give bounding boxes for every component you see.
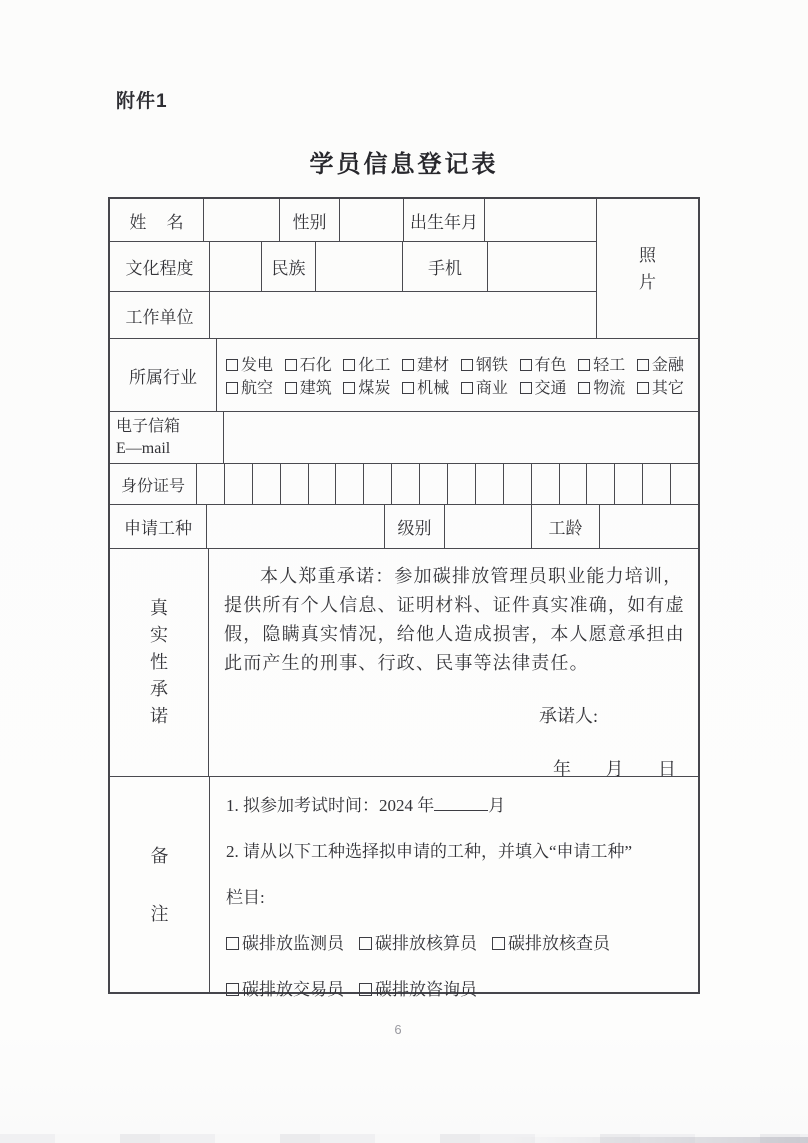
checkbox-icon [461, 359, 473, 371]
industry-option-label: 机械 [417, 380, 450, 397]
industry-option-label: 发电 [241, 357, 274, 374]
id-digit-cell [476, 464, 504, 504]
industry-option [226, 352, 273, 375]
id-digit-cell [253, 464, 281, 504]
job-options-line2 [226, 975, 690, 1000]
ethnicity-label: 民族 [262, 242, 316, 291]
gender-value-cell [340, 199, 404, 241]
checkbox-icon [520, 359, 532, 371]
industry-option-label: 煤炭 [358, 380, 391, 397]
industry-option [520, 352, 567, 375]
industry-option-label: 建筑 [299, 380, 332, 397]
exam-month-blank [434, 797, 488, 811]
id-digit-cell [671, 464, 698, 504]
checkbox-icon [226, 359, 238, 371]
apply-job-label: 申请工种 [110, 505, 207, 548]
checkbox-icon [285, 382, 297, 394]
mobile-label: 手机 [403, 242, 488, 291]
industry-options-line1 [226, 352, 684, 375]
table-row-id-number [110, 464, 698, 505]
notes-item-job-instruction-cont: 栏目: [226, 888, 265, 907]
table-row-work-unit [110, 292, 596, 338]
work-unit-label: 工作单位 [110, 292, 210, 338]
industry-option [226, 375, 273, 398]
id-digit-cell [225, 464, 253, 504]
notes-label: 备注 [150, 845, 169, 924]
commitment-label-cell [110, 549, 209, 776]
checkbox-icon [578, 382, 590, 394]
checkbox-icon [226, 937, 239, 950]
job-option-label: 碳排放咨询员 [375, 980, 477, 999]
industry-option-label: 物流 [593, 380, 626, 397]
level-value-cell [445, 505, 532, 548]
checkbox-icon [461, 382, 473, 394]
exam-month-unit: 月 [488, 796, 506, 815]
job-option-label: 碳排放监测员 [242, 934, 344, 953]
birth-date-value-cell [485, 199, 596, 241]
id-digit-cell [560, 464, 588, 504]
email-label [110, 412, 224, 463]
notes-content [210, 777, 698, 999]
checkbox-icon [520, 382, 532, 394]
industry-option [520, 375, 567, 398]
name-label: 姓 名 [110, 199, 204, 241]
industry-option-label: 化工 [358, 357, 391, 374]
notes-label-cell [110, 777, 210, 992]
checkbox-icon [492, 937, 505, 950]
notes-item-job-instruction: 2. 请从以下工种选择拟申请的工种，并填入“申请工种” [226, 842, 633, 861]
table-row-name-gender-birth [110, 199, 596, 242]
email-label-cn: 电子信箱 [116, 417, 181, 435]
checkbox-icon [359, 983, 372, 996]
industry-option-label: 商业 [475, 380, 508, 397]
checkbox-icon [637, 359, 649, 371]
industry-option [402, 352, 449, 375]
checkbox-icon [578, 359, 590, 371]
industry-option [285, 375, 332, 398]
table-row-apply-job [110, 505, 698, 549]
id-digit-cell [364, 464, 392, 504]
industry-option [578, 352, 625, 375]
industry-option-label: 交通 [534, 380, 567, 397]
exam-time-text: 1. 拟参加考试时间：2024 年 [226, 796, 435, 815]
industry-option [285, 352, 332, 375]
id-digit-cell [448, 464, 476, 504]
id-digit-cell [615, 464, 643, 504]
seniority-value-cell [600, 505, 698, 548]
checkbox-icon [402, 359, 414, 371]
checkbox-icon [343, 382, 355, 394]
checkbox-icon [226, 382, 238, 394]
job-option [359, 929, 477, 954]
birth-date-label: 出生年月 [404, 199, 485, 241]
id-digit-cell [309, 464, 337, 504]
name-value-cell [204, 199, 280, 241]
industry-option [637, 352, 684, 375]
industry-option-label: 建材 [417, 357, 450, 374]
industry-label: 所属行业 [110, 339, 217, 411]
commitment-label: 真实性承诺 [150, 598, 168, 726]
checkbox-icon [402, 382, 414, 394]
industry-option-label: 其它 [651, 380, 684, 397]
industry-option [343, 375, 390, 398]
industry-option-label: 有色 [534, 357, 567, 374]
id-digit-cell [504, 464, 532, 504]
checkbox-icon [343, 359, 355, 371]
job-options-line1 [226, 929, 690, 954]
industry-option [461, 375, 508, 398]
notes-item-exam-time [226, 791, 690, 816]
page-title: 学员信息登记表 [309, 151, 499, 178]
seniority-label: 工龄 [532, 505, 600, 548]
education-value-cell [210, 242, 262, 291]
photo-cell [596, 199, 698, 338]
checkbox-icon [637, 382, 649, 394]
table-row-education-ethnicity-mobile [110, 242, 596, 292]
industry-option [578, 375, 625, 398]
job-option [226, 975, 344, 1000]
ethnicity-value-cell [316, 242, 403, 291]
email-value-cell [224, 412, 698, 463]
industry-option [402, 375, 449, 398]
photo-label: 照片 [639, 245, 656, 292]
id-digit-cell [281, 464, 309, 504]
id-digit-cell [643, 464, 671, 504]
scan-edge-artifact [508, 1137, 808, 1143]
checkbox-icon [226, 983, 239, 996]
checkbox-icon [359, 937, 372, 950]
id-digit-cell [392, 464, 420, 504]
registration-form-table [108, 197, 700, 999]
industry-option-label: 航空 [241, 380, 274, 397]
id-digit-cell [420, 464, 448, 504]
id-number-label: 身份证号 [110, 464, 197, 504]
job-option [492, 929, 610, 954]
industry-option-label: 金融 [651, 357, 684, 374]
id-number-cells [197, 464, 698, 504]
industry-option-label: 轻工 [593, 357, 626, 374]
id-digit-cell [532, 464, 560, 504]
apply-job-value-cell [207, 505, 385, 548]
signer-label: 承诺人: [539, 706, 599, 726]
job-option-label: 碳排放核查员 [508, 934, 610, 953]
id-digit-cell [197, 464, 225, 504]
id-digit-cell [336, 464, 364, 504]
industry-option [461, 352, 508, 375]
industry-options-line2 [226, 375, 684, 398]
job-option-label: 碳排放核算员 [375, 934, 477, 953]
industry-option [343, 352, 390, 375]
page-number: 6 [394, 1022, 402, 1037]
education-label: 文化程度 [110, 242, 210, 291]
checkbox-icon [285, 359, 297, 371]
table-row-email [110, 412, 698, 464]
attachment-label: 附件1 [116, 91, 168, 112]
date-label: 年 月 日 [553, 759, 676, 779]
job-option [359, 975, 477, 1000]
commitment-text: 本人郑重承诺：参加碳排放管理员职业能力培训，提供所有个人信息、证明材料、证件真实准确，如有虚假，隐瞒真实情况，给他人造成损害，本人愿意承担由此而产生的刑事、行政、民事等法律责任。 [224, 566, 685, 673]
job-option-label: 碳排放交易员 [242, 980, 344, 999]
industry-option-label: 石化 [299, 357, 332, 374]
gender-label: 性别 [280, 199, 340, 241]
work-unit-value-cell [210, 292, 596, 338]
job-option [226, 929, 344, 954]
mobile-value-cell [488, 242, 596, 291]
industry-option-label: 钢铁 [475, 357, 508, 374]
table-row-industry [110, 339, 698, 412]
level-label: 级别 [385, 505, 445, 548]
commitment-content [209, 549, 698, 779]
personal-info-block [110, 199, 698, 339]
email-label-en: E—mail [116, 439, 171, 457]
industry-option [637, 375, 684, 398]
id-digit-cell [587, 464, 615, 504]
table-row-notes [110, 777, 698, 999]
table-row-commitment [110, 549, 698, 777]
industry-options [217, 348, 698, 402]
